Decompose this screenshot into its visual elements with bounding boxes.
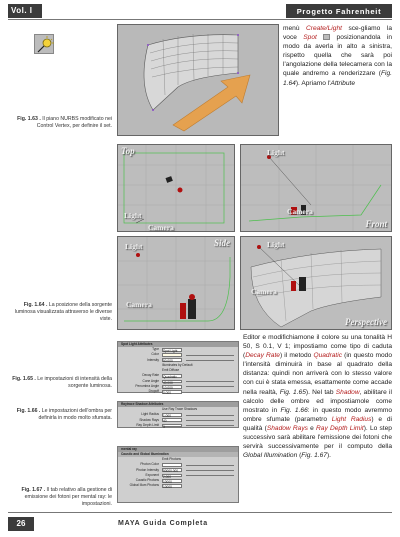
- dropoff-field[interactable]: 0.000: [162, 390, 182, 394]
- decay-rate-dropdown[interactable]: Quadratic: [162, 374, 182, 378]
- volume-label: Vol. I: [8, 4, 42, 18]
- viewport-side: [117, 236, 235, 330]
- header-rule: [8, 19, 392, 20]
- mental-ray-photons-panel: [117, 446, 239, 503]
- global-illum-photons-field[interactable]: 10000: [162, 484, 182, 488]
- camera-label: Camera: [126, 300, 152, 309]
- ray-depth-slider[interactable]: [186, 425, 234, 426]
- light-label: Light: [125, 242, 143, 251]
- panel-row: Global Illum Photons 10000: [118, 483, 238, 488]
- camera-label: Camera: [148, 223, 174, 232]
- photon-intensity-slider[interactable]: [186, 470, 234, 471]
- light-radius-field[interactable]: 1.000: [162, 413, 182, 417]
- camera-label: Camera: [287, 207, 313, 216]
- footer-rule: [8, 512, 392, 513]
- shadow-rays-slider[interactable]: [186, 420, 234, 421]
- emit-photons-checkbox[interactable]: Emit Photons: [162, 457, 181, 461]
- photon-intensity-field[interactable]: 50000.000: [162, 468, 182, 472]
- figure-caption-164: Fig. 1.64 . La posizione della sorgente luminosa visualizzata attraverso le diverse viste.: [14, 302, 112, 322]
- camera-label: Camera: [251, 287, 277, 296]
- light-label: Light: [267, 240, 285, 249]
- dropoff-slider[interactable]: [186, 392, 234, 393]
- type-dropdown[interactable]: Spot Light: [162, 348, 182, 352]
- caustic-photons-field[interactable]: 10000: [162, 479, 182, 483]
- panel-row: Ray Depth Limit 3: [118, 423, 238, 428]
- panel-title: Spot Light Attributes: [118, 342, 238, 347]
- exponent-field[interactable]: 2.000: [162, 474, 182, 478]
- exponent-slider[interactable]: [186, 475, 234, 476]
- viewport-top: [117, 144, 235, 232]
- panel-row: Exponent 2.000: [118, 473, 238, 478]
- panel-row: Cone Angle 40.000: [118, 379, 238, 384]
- panel-row: Type Spot Light: [118, 347, 238, 352]
- panel-row: Intensity 50.000: [118, 358, 238, 363]
- color-swatch[interactable]: [162, 353, 182, 357]
- panel-row: Photon Color: [118, 462, 238, 467]
- viewport-label-front: Front: [365, 219, 387, 229]
- color-slider[interactable]: [186, 355, 234, 356]
- viewport-front: [240, 144, 392, 232]
- light-label: Light: [124, 211, 142, 220]
- spot-light-attributes-panel: [117, 341, 239, 396]
- intensity-slider[interactable]: [186, 360, 234, 361]
- cone-angle-slider[interactable]: [186, 381, 234, 382]
- spot-light-icon: [34, 34, 54, 54]
- photon-color-swatch[interactable]: [162, 463, 182, 467]
- panel-row: Color: [118, 352, 238, 357]
- page-header: [0, 0, 400, 22]
- panel-title: mental ray: [118, 447, 238, 452]
- light-label: Light: [267, 148, 285, 157]
- figure-caption-163: Fig. 1.63 . Il piano NURBS modificato nei Control Vertex, per definire il set.: [17, 116, 112, 129]
- panel-row: Light Radius 1.000: [118, 412, 238, 417]
- body-paragraph: Editor e modifichiamone il colore su una tonalità H 50, S 0.1, V 1; impostiamo come tipo di caduta (Decay Rate) il metodo Quadratic (in questo modo l'intensità diminuirà in base al quadrato della distanza: quindi non arriverà con lo stesso valore con cui è stata emessa, esattamente come accade nella realtà, Fig. 1.65). Nel tab Shadow, abilitare il calcolo delle ombre ed impostiamole come mostrato in Fig. 1.66: in questo modo avremmo ombre sfumate (parametro Light Radius) e di qualità (Shadow Rays e Ray Depth Limit). Lo step successivo sarà abilitare l'emissione dei fotoni che servirà successivamente per il computo della Global Illumination (Fig. 1.67).: [243, 334, 393, 460]
- viewport-label-side: Side: [213, 238, 230, 248]
- emit-diffuse-checkbox[interactable]: Emit Diffuse: [162, 368, 180, 373]
- cone-angle-field[interactable]: 40.000: [162, 380, 182, 384]
- penumbra-angle-field[interactable]: 10.000: [162, 385, 182, 389]
- viewport-label-top: Top: [121, 146, 135, 156]
- nurbs-plane-figure: [117, 24, 279, 136]
- figure-caption-166: Fig. 1.66 . Le impostazioni dell'ombra per definirla in modo molto sfumata.: [16, 408, 112, 421]
- raytrace-shadow-panel: [117, 401, 239, 428]
- viewport-label-perspective: Perspective: [345, 317, 387, 327]
- panel-row: Shadow Rays 40: [118, 418, 238, 423]
- intensity-field[interactable]: 50.000: [162, 358, 182, 362]
- book-title: MAYA Guida Completa: [118, 520, 208, 527]
- intro-paragraph: menù Create/Light sce-gliamo la voce Spot posizionandola in modo da averla in alto a sinistra, rispetto quella che sarà poi l'angolazione della telecamera con la quale andremo a renderizzare (Fig. 1.64). Apriamo l'Attribute: [283, 25, 392, 87]
- panel-title: Raytrace Shadow Attributes: [118, 402, 238, 407]
- figure-caption-165: Fig. 1.65 . Le impostazioni di intensità della sorgente luminosa.: [12, 376, 112, 389]
- ray-depth-limit-field[interactable]: 3: [162, 424, 182, 428]
- shadow-rays-field[interactable]: 40: [162, 418, 182, 422]
- panel-row: Penumbra Angle 10.000: [118, 384, 238, 389]
- photon-color-slider[interactable]: [186, 465, 234, 466]
- viewport-perspective: [240, 236, 392, 330]
- use-ray-trace-shadows-checkbox[interactable]: Use Ray Trace Shadows: [162, 407, 198, 411]
- panel-row: Photon Intensity 50000.000: [118, 468, 238, 473]
- penumbra-slider[interactable]: [186, 386, 234, 387]
- figure-caption-167: Fig. 1.67 . Il tab relativo alla gestione di emissione dei fotoni per mental ray: le impostazioni.: [21, 487, 112, 507]
- light-radius-slider[interactable]: [186, 415, 234, 416]
- illuminates-checkbox[interactable]: Illuminates by Default: [162, 362, 193, 367]
- panel-row: Decay Rate Quadratic: [118, 373, 238, 378]
- book-section-label: Progetto Fahrenheit: [286, 4, 392, 18]
- panel-subtitle: Caustic and Global Illumination: [118, 452, 238, 457]
- page-footer: [0, 512, 400, 537]
- panel-row: Dropoff 0.000: [118, 389, 238, 394]
- page-number: 26: [8, 517, 34, 531]
- panel-row: Caustic Photons 10000: [118, 478, 238, 483]
